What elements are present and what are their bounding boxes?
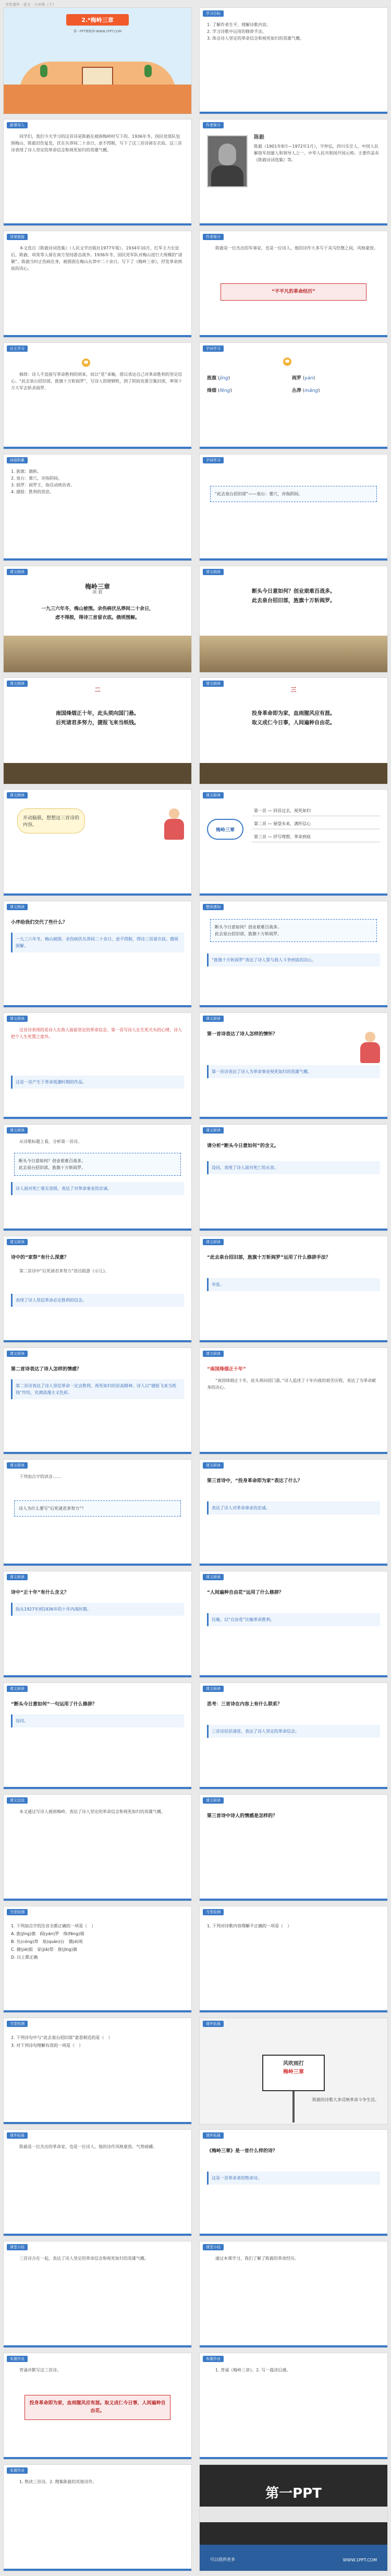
answer-box: 第二首诗表达了诗人坚信革命一定会胜利、视死如归的崇高精神。诗人以“捷报飞来当纸钱”作结，充满浪漫主义色彩。 — [11, 1379, 184, 1399]
section-tag: 课文研读 — [7, 1127, 28, 1134]
footer-bar — [200, 112, 387, 114]
owl-icon — [283, 357, 291, 366]
slide-r-quiz — [199, 1906, 388, 2013]
note-box: “不平凡的革命经历” — [221, 283, 366, 301]
slide-study-6 — [3, 1571, 192, 1678]
slide-summary — [3, 1794, 192, 1901]
section-tag: 布置作业 — [203, 2356, 224, 2362]
poem-lines — [4, 709, 191, 728]
section-tag: 课文研读 — [7, 1686, 28, 1692]
footer-bar — [4, 223, 191, 225]
question-text: 诗中“正十年”有什么含义？ — [11, 1590, 69, 1595]
section-tag: 布置作业 — [7, 2467, 28, 2474]
poem-box — [14, 1153, 181, 1176]
footer-bar — [200, 558, 387, 560]
answer-box: 比喻，以“自由花”比喻革命胜利。 — [207, 1613, 380, 1626]
poem-line: 后死诸君多努力，捷报飞来当纸钱。 — [56, 720, 139, 726]
footer-bar — [200, 1787, 387, 1789]
slide-quiz-1 — [3, 1906, 192, 2013]
footer-bar — [4, 1117, 191, 1119]
slide-vocab — [3, 454, 192, 561]
slide-body — [11, 1473, 184, 1482]
goal-item: 3. 体会诗人坚定的革命信念和视死如归的英雄气概。 — [207, 36, 304, 41]
footer-bar — [200, 1005, 387, 1007]
exercise-item: 1. 下列对诗歌内容理解不正确的一项是（ ） — [207, 1924, 292, 1928]
question-text: “断头今日意如何”一句运用了什么修辞？ — [11, 1702, 97, 1707]
section-tag: 课文朗读 — [7, 681, 28, 687]
slide-r-extend-2 — [199, 2129, 388, 2236]
conclusion-text: 三首诗合在一起，表达了诗人坚定的革命信念和视死如归的英雄气概。 — [19, 2256, 149, 2261]
footer-bar — [200, 2457, 387, 2459]
author-portrait — [207, 135, 248, 187]
slide-homework-1 — [3, 2353, 192, 2460]
section-heading: “南国烽烟正十年” — [207, 1367, 246, 1372]
footer-bar — [200, 1899, 387, 1901]
slide-study — [3, 342, 192, 449]
section-tag: 当堂检测 — [7, 2021, 28, 2027]
section-tag: 课文研读 — [203, 1462, 224, 1469]
slide-body — [11, 1808, 184, 1817]
slide-r-conclusion — [199, 2241, 388, 2348]
section-tag: 背景链接 — [7, 234, 28, 240]
slide-body — [304, 2096, 380, 2105]
question-text: 第三首诗中，“投身革命即为家”表达了什么？ — [207, 1478, 302, 1484]
poem-line: 此去泉台招旧部，旌旗十万斩阎罗。 — [215, 932, 282, 936]
question-box: 诗人为什么要写“后死诸君多努力”？ — [14, 1500, 181, 1517]
slide-body — [11, 245, 184, 274]
poem-line: 此去泉台招旧部，旌旗十万斩阎罗。 — [19, 1165, 85, 1170]
slide-r-study-2 — [199, 1124, 388, 1231]
section-tag: 当堂检测 — [203, 1909, 224, 1915]
slide-body — [207, 2367, 380, 2376]
section-tag: 课堂小结 — [7, 2244, 28, 2250]
intro-text: 同学们，我们今天学习的这首诗是陈毅在被困梅岭时写下的。1936年冬，国民党部队包围梅山，陈毅旧伤复发，伏在丛莽间二十余日，虑不得脱，写下了这三首诗留在衣底。这三首诗表现了诗人坚定的革命信念和视死如归的英雄气概。 — [11, 134, 182, 152]
slide-body — [11, 133, 184, 156]
section-tag: 课文研读 — [7, 1574, 28, 1580]
section-tag: 学习目标 — [203, 10, 224, 17]
footer-bar — [4, 2234, 191, 2236]
poem-preface: 一九三六年冬，梅山被围。余伤病伏丛莽间二十余日，虑不得脱，得诗三首留衣底。俄顷围解。 — [35, 601, 160, 627]
footer-bar — [4, 1229, 191, 1231]
footer-bar — [200, 447, 387, 449]
answer-box: 设问。 — [11, 1714, 184, 1727]
tree-icon — [144, 65, 152, 77]
extend-text: 陈毅是一位杰出的革命家，也是一位诗人。他的诗作风格豪放，气势磅礴。 — [19, 2144, 157, 2149]
signboard — [262, 2055, 325, 2091]
slide-r-extend-1 — [199, 2018, 388, 2125]
slide-body — [11, 1268, 184, 1277]
section-tag: 课文朗读 — [203, 681, 224, 687]
slide-poem-one — [199, 566, 388, 673]
poem-line: 断头今日意如何？创业艰难百战多。 — [19, 1159, 85, 1163]
ad-footer-right[interactable]: WWW.1PPT.COM — [343, 2558, 377, 2562]
slide-poem-two — [3, 677, 192, 784]
slide-body — [11, 1027, 184, 1042]
ad-title: 第一PPT — [265, 2486, 322, 2501]
section-tag: 课文朗读 — [7, 792, 28, 798]
slide-quiz-2 — [3, 2018, 192, 2125]
study-text: 这首诗表现的是诗人在敌人面前坚定的革命信念。第一首写诗人在生死关头的心情，诗人把个人生死置之度外。 — [11, 1028, 182, 1039]
slide-body — [11, 1138, 184, 1147]
poem-line: 此去泉台招旧部，旌旗十万斩阎罗。 — [252, 598, 335, 604]
mindmap-rows — [252, 806, 380, 845]
slide-study-2 — [3, 1124, 192, 1231]
slide-author-2 — [199, 231, 388, 338]
study-text: 下列加点字的读音…… — [19, 1474, 61, 1479]
vocab-item: 4. 捷报：胜利的消息。 — [11, 490, 54, 494]
slide-body — [207, 245, 380, 254]
pinyin-item: 阎罗 (yán) — [291, 376, 315, 381]
section-tag: 字词学习 — [203, 457, 224, 463]
question-text: 思考：三首诗在内容上有什么联系？ — [207, 1702, 283, 1707]
slide-think — [3, 789, 192, 896]
section-tag: 当堂检测 — [7, 1909, 28, 1915]
slide-extend — [3, 2129, 192, 2236]
question-text: “人间遍种自由花”运用了什么修辞？ — [207, 1590, 284, 1595]
slide-cover — [3, 7, 192, 114]
section-tag: 课文研读 — [203, 1239, 224, 1245]
mindmap-row: 第三首 — 抒写理想，革命到底 — [252, 832, 380, 842]
exercise-option: B. 丛(cóng)莽 泉(quán)台 俄(é)顷 — [11, 1939, 83, 1944]
vocab-item: 1. 旌旗：旗帜。 — [11, 469, 42, 474]
footer-bar — [4, 558, 191, 560]
homework-text: 1. 熟读三首诗。2. 搜集陈毅的其他诗作。 — [19, 2479, 97, 2484]
word-box: “此去泉台招旧部”——泉台：墓穴，亦指阴间。 — [210, 486, 377, 502]
answer-box: 三首诗层层递进，表达了诗人坚定的革命信念。 — [207, 1725, 380, 1738]
section-tag: 课文总结 — [7, 1797, 28, 1804]
answer-box: 第一首诗表达了诗人为革命事业视死如归的英雄气概。 — [207, 1065, 380, 1078]
study-text: “南国烽烟正十年，此头须向国门悬。”诗人追述了十年内战的艰苦历程，表达了为革命献身的决心。 — [207, 1378, 376, 1390]
footer-bar — [4, 1005, 191, 1007]
slide-homework-2 — [3, 2464, 192, 2571]
poem-author: 陈 毅 — [92, 590, 103, 594]
slide-intro — [3, 119, 192, 226]
background-text: 本文选自《陈毅诗词选集》（人民文学出版社1977年版）。1934年10月，红军主力长征后，陈毅、项英等人留在南方坚持游击战争。1936年冬，国民党军队对梅山进行大规模的“清剿”。陈毅当时正伤病在身，被围困在梅山丛莽中二十余日，写下了《梅岭三章》，抒发革命到底的决心。 — [11, 246, 182, 271]
poem-box — [210, 919, 377, 942]
mountain-background — [4, 636, 191, 672]
footer-bar — [200, 1452, 387, 1454]
footer-bar — [4, 2122, 191, 2124]
slide-r-study-5 — [199, 1459, 388, 1566]
footer-bar — [4, 2457, 191, 2459]
slide-r-study-7 — [199, 1683, 388, 1790]
slide-body — [11, 371, 184, 393]
exercise-list — [11, 2034, 184, 2049]
exercise-item: 2. 下列诗句中与“此去泉台招旧部”意思相近的是（ ） — [11, 2035, 113, 2040]
slide-r-homework — [199, 2353, 388, 2460]
poem-line: 南国烽烟正十年，此头须向国门悬。 — [56, 711, 139, 717]
left-column — [3, 7, 192, 2576]
slide-preface-q — [3, 901, 192, 1008]
mindmap-row: 第一首 — 回首过去，视死如归 — [252, 806, 380, 816]
extend-text: 陈毅的诗歌大多反映革命斗争生活。 — [312, 2097, 379, 2102]
slide-author — [199, 119, 388, 226]
slide-body — [11, 2367, 184, 2376]
cover-subtitle: 第一PPT模板网-WWW.1PPT.COM — [73, 30, 122, 33]
sign-line: 风吹雨打 — [283, 2061, 304, 2067]
study-text: 第二首诗中“后死诸君多努力”语出陆游《示儿》。 — [19, 1269, 109, 1273]
homework-text: 背诵并默写这三首诗。 — [19, 2368, 61, 2372]
section-tag: 课外拓展 — [203, 2021, 224, 2027]
poem-number: 二 — [94, 686, 101, 693]
footer-bar — [4, 447, 191, 449]
author-text — [254, 134, 381, 163]
question-text: 诗中的“家祭”有什么深意？ — [11, 1255, 69, 1260]
mountain-background — [4, 763, 191, 784]
footer-bar — [200, 2010, 387, 2012]
slide-r-study-6 — [199, 1571, 388, 1678]
footer-bar — [4, 2010, 191, 2012]
footer-bar — [4, 1564, 191, 1566]
poem-line: 取义成仁今日事，人间遍种自由花。 — [252, 720, 335, 726]
answer-box: 表达了诗人对革命事业的忠诚。 — [207, 1501, 380, 1514]
section-tag: 课文研读 — [203, 792, 224, 798]
question-text: 第二首诗表达了诗人怎样的情感？ — [11, 1367, 82, 1372]
pinyin-list — [207, 372, 380, 397]
exercise-list — [207, 1922, 380, 1930]
speech-bubble: 开动脑筋，想想这三首诗的内容。 — [17, 808, 85, 833]
slide-r-study-3 — [199, 1236, 388, 1343]
section-tag: 课外拓展 — [7, 2132, 28, 2139]
exercise-item: 3. 对下列诗句理解有误的一项是（ ） — [11, 2043, 83, 2048]
footer-bar — [200, 2234, 387, 2236]
mindmap-row: 第二首 — 展望未来，满怀信心 — [252, 819, 380, 829]
vocab-item: 3. 阎罗：阎罗王，指反动统治者。 — [11, 483, 75, 487]
slide-study-1 — [3, 1012, 192, 1119]
slide-poem-three — [199, 677, 388, 784]
section-tag: 课文朗读 — [7, 569, 28, 575]
section-tag: 字词学习 — [203, 345, 224, 352]
goal-item: 2. 学习诗歌中运用的修辞手法。 — [207, 29, 267, 34]
author-bio: 陈毅（1901年8月—1972年1月），字仲弘，四川乐至人。中国人民解放军创建人和领导人之一、中华人民共和国开国元帅。主要作品有《陈毅诗词选集》等。 — [254, 144, 379, 162]
author-text: 陈毅是一位杰出的军事家，也是一位诗人。他的诗作大多写于戎马倥偬之间，风格豪放。 — [215, 246, 378, 251]
footer-bar — [200, 1564, 387, 1566]
poem-title: 梅岭三章 — [84, 583, 110, 590]
sign-line: 梅岭三章 — [283, 2069, 304, 2075]
section-tag: 自主学习 — [7, 345, 28, 352]
answer-box: 这是一首革命者的绝命诗。 — [207, 2172, 380, 2185]
answer-box: 诗人面对死亡毫无畏惧，表达了对革命事业的忠诚。 — [11, 1182, 184, 1195]
question-text: 请分析“断头今日意如何”的含义。 — [207, 1143, 279, 1149]
answer-box: “旌旗十万斩阎罗”表达了诗人誓与敌人斗争到底的决心。 — [207, 953, 380, 967]
slide-r-study-1 — [199, 1012, 388, 1119]
slide-conclusion — [3, 2241, 192, 2348]
study-text: 从诗歌标题上看，分析第一首诗。 — [19, 1139, 82, 1144]
cover-title: 2.*梅岭三章 — [66, 14, 129, 26]
footer-bar — [200, 1229, 387, 1231]
exercise-option: D. 以上都正确 — [11, 1955, 38, 1960]
goal-item: 1. 了解作者生平，理解诗歌内容。 — [207, 22, 271, 27]
section-tag: 课文研读 — [203, 1016, 224, 1022]
section-tag: 作者简介 — [203, 234, 224, 240]
poem-line: 断头今日意如何？创业艰难百战多。 — [215, 925, 282, 929]
quote-box: 投身革命即为家，血雨腥风应有涯。取义成仁今日事，人间遍种自由花。 — [25, 2395, 170, 2420]
summary-text: 本文通过写诗人被困梅岭，表达了诗人坚定的革命信念和视死如归的英雄气概。 — [19, 1809, 165, 1814]
slide-structure — [199, 789, 388, 896]
answer-box: 指从1927年到1936年的十年内战时期。 — [11, 1603, 184, 1616]
slide-perceive — [199, 901, 388, 1008]
tree-icon — [40, 65, 47, 77]
question-text: “此去泉台招旧部，旌旗十万斩阎罗”运用了什么修辞手法？ — [207, 1255, 331, 1260]
footer-bar — [200, 1117, 387, 1119]
answer-box: 表现了诗人坚信革命必定胜利的信念。 — [11, 1294, 184, 1307]
exercise-list — [11, 1922, 184, 1961]
answer-box: 夸张。 — [207, 1278, 380, 1291]
slide-study-5 — [3, 1459, 192, 1566]
footer-bar — [4, 2569, 191, 2571]
footer-bar — [4, 1452, 191, 1454]
section-tag: 课文研读 — [203, 1351, 224, 1357]
slide-goals — [199, 7, 388, 114]
footer-bar — [4, 335, 191, 337]
sign-pole — [292, 2091, 295, 2122]
footer-bar — [200, 223, 387, 225]
mindmap-center: 梅岭三章 — [207, 819, 243, 840]
mountain-background — [200, 763, 387, 784]
question-text: 第一首诗表达了诗人怎样的情怀？ — [207, 1032, 278, 1037]
slide-study-4 — [3, 1347, 192, 1454]
poem-lines — [200, 587, 387, 606]
ad-footer-left: 可以提供更多 — [210, 2557, 235, 2562]
section-tag: 整体感知 — [203, 904, 224, 910]
slide-body — [11, 2143, 184, 2152]
footer-bar — [200, 893, 387, 896]
slide-body — [11, 2255, 184, 2264]
slide-study-7 — [3, 1683, 192, 1790]
slide-study-3 — [3, 1236, 192, 1343]
slide-ppt-ad — [199, 2464, 388, 2571]
footer-bar — [200, 1675, 387, 1677]
footer-bar — [4, 1899, 191, 1901]
poem-line: 投身革命即为家，血雨腥风应有涯。 — [252, 711, 335, 717]
footer-bar — [200, 335, 387, 337]
slide-background — [3, 231, 192, 338]
slide-words-2 — [199, 454, 388, 561]
note-box: 这是一首产生于革命低潮时期的作品。 — [11, 1076, 184, 1089]
footer-bar — [4, 2345, 191, 2347]
teacher-illustration — [163, 808, 185, 840]
homework-text: 1. 背诵《梅岭三章》。2. 写一篇读后感。 — [215, 2368, 291, 2372]
section-tag: 作者简介 — [203, 122, 224, 128]
footer-bar — [4, 1787, 191, 1789]
section-tag: 课文研读 — [7, 1239, 28, 1245]
mountain-background — [200, 636, 387, 672]
slide-r-study-4 — [199, 1347, 388, 1454]
author-name: 陈毅 — [254, 135, 264, 140]
pinyin-item: 烽烟 (fēng) — [207, 388, 233, 393]
footer-bar — [200, 1340, 387, 1342]
section-tag: 词语积累 — [7, 457, 28, 463]
pinyin-item: 旌旗 (jīng) — [207, 376, 230, 381]
section-tag: 课文研读 — [203, 1686, 224, 1692]
footer-bar — [4, 1675, 191, 1677]
section-tag: 课文研读 — [203, 1127, 224, 1134]
section-tag: 课文研读 — [203, 1797, 224, 1804]
section-tag: 课堂小结 — [203, 2244, 224, 2250]
section-tag: 课文研读 — [203, 1574, 224, 1580]
answer-box: 一九三六年冬，梅山被围。余伤病伏丛莽间二十余日，虑不得脱，得诗三首留衣底。俄顷围解。 — [11, 933, 184, 952]
exercise-option: A. 旌(jīng)旗 阎(yán)罗 烽(fēng)烟 — [11, 1931, 84, 1936]
study-text: 修辞：诗人不直接写革命胜利的到来，而以“花”来喻，借以表达自己对革命胜利的坚定信心。“此去泉台招旧部，旌旗十万斩阎罗”，写诗人即使牺牲，到了阴间也要召集旧部，率领十万大军去斩杀阎罗。 — [11, 372, 182, 390]
ground-illustration — [4, 85, 191, 114]
slide-body — [11, 2478, 184, 2487]
section-tag: 课文朗读 — [7, 904, 28, 910]
conclusion-text: 通过本课学习，我们了解了陈毅的革命经历。 — [215, 2256, 299, 2261]
slide-poem-preface — [3, 566, 192, 673]
slide-body — [11, 468, 184, 495]
right-column — [199, 7, 388, 2576]
footer-bar — [200, 2345, 387, 2347]
section-tag: 课外拓展 — [203, 2132, 224, 2139]
section-tag: 新课导入 — [7, 122, 28, 128]
teacher-illustration — [359, 1032, 381, 1063]
page-header: 学优课件 · 语文 · 九年级（下） — [5, 3, 56, 7]
slide-words — [199, 342, 388, 449]
ad-band — [200, 2507, 387, 2522]
poem-lines — [200, 709, 387, 728]
question-text: 第三首诗中诗人的情感是怎样的？ — [207, 1814, 278, 1819]
poem-line: 断头今日意如何？创业艰难百战多。 — [252, 589, 335, 594]
slide-r-study-8 — [199, 1794, 388, 1901]
footer-bar — [4, 1340, 191, 1342]
footer-bar — [4, 893, 191, 896]
section-tag: 课文研读 — [7, 1351, 28, 1357]
pinyin-item: 丛莽 (mǎng) — [291, 388, 320, 393]
owl-icon — [82, 359, 90, 367]
section-tag: 课文研读 — [7, 1016, 28, 1022]
slide-body — [207, 2255, 380, 2264]
question-text: 《梅岭三章》是一首什么样的诗？ — [207, 2149, 278, 2154]
question-text: 小序给我们交代了些什么？ — [11, 920, 68, 925]
slide-body — [207, 1377, 380, 1393]
answer-box: 设问，表现了诗人面对死亡的从容。 — [207, 1161, 380, 1174]
poem-number: 三 — [290, 686, 297, 693]
exercise-option: C. 捷(jié)报 家(jiā)祭 旌(jīng)旗 — [11, 1947, 77, 1952]
slide-body — [207, 21, 380, 42]
section-tag: 课文朗读 — [203, 569, 224, 575]
vocab-item: 2. 泉台：墓穴，亦指阴间。 — [11, 476, 63, 481]
section-tag: 课文研读 — [7, 1462, 28, 1469]
exercise-item: 1. 下列加点字的注音全都正确的一项是（ ） — [11, 1924, 96, 1928]
section-tag: 布置作业 — [7, 2356, 28, 2362]
